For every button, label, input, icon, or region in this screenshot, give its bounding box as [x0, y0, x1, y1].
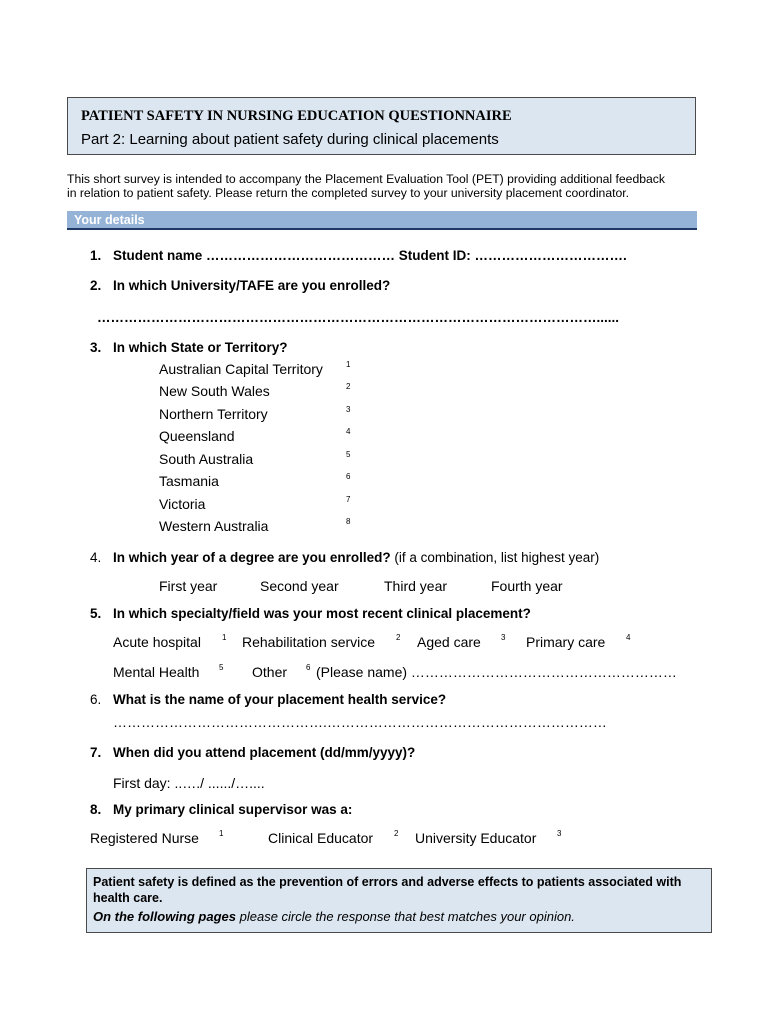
state-option-vic[interactable]: Victoria: [159, 496, 206, 512]
q4-label: In which year of a degree are you enrolled?: [113, 550, 391, 565]
q8-label: My primary clinical supervisor was a:: [113, 802, 353, 817]
q6-label: What is the name of your placement health service?: [113, 692, 447, 707]
instruction-lead: On the following pages: [93, 909, 236, 924]
q2-label: In which University/TAFE are you enrolled?: [113, 278, 391, 293]
q4-hint: (if a combination, list highest year): [394, 550, 600, 565]
field-option-acute[interactable]: Acute hospital: [113, 634, 201, 650]
field-code-3: 3: [501, 633, 506, 642]
year-option-first[interactable]: First year: [159, 578, 218, 594]
supervisor-option-ue[interactable]: University Educator: [415, 830, 537, 846]
field-code-2: 2: [396, 633, 401, 642]
q1-student-line[interactable]: Student name …………………………………… Student ID: …………………………….: [113, 248, 627, 263]
q6-number: 6.: [90, 692, 102, 707]
title-box: [67, 97, 696, 155]
q4-number: 4.: [90, 550, 102, 565]
patient-safety-definition: Patient safety is defined as the prevention of errors and adverse effects to patients associated with health care.: [93, 875, 682, 905]
state-code-1: 1: [346, 360, 351, 369]
state-option-tas[interactable]: Tasmania: [159, 473, 219, 489]
supervisor-option-ce[interactable]: Clinical Educator: [268, 830, 374, 846]
page-title: PATIENT SAFETY IN NURSING EDUCATION QUESTIONNAIRE: [81, 108, 512, 124]
state-option-sa[interactable]: South Australia: [159, 451, 254, 467]
q7-number: 7.: [90, 745, 102, 760]
field-option-rehab[interactable]: Rehabilitation service: [242, 634, 376, 650]
definition-box: [86, 868, 712, 933]
q5-number: 5.: [90, 606, 102, 621]
q3-number: 3.: [90, 340, 102, 355]
field-option-aged[interactable]: Aged care: [417, 634, 481, 650]
field-option-other[interactable]: Other: [252, 664, 288, 680]
field-code-6: 6: [306, 663, 311, 672]
instruction-line: [93, 909, 575, 924]
q4-question: [113, 550, 599, 565]
intro-line-1: This short survey is intended to accompany the Placement Evaluation Tool (PET) providing additional feedback: [67, 172, 665, 186]
state-option-wa[interactable]: Western Australia: [159, 518, 269, 534]
state-code-4: 4: [346, 427, 351, 436]
q2-answer-line[interactable]: …………………………………………………………………………………………………......: [97, 310, 620, 325]
supervisor-option-rn[interactable]: Registered Nurse: [90, 830, 199, 846]
supervisor-code-2: 2: [394, 829, 399, 838]
q3-label: In which State or Territory?: [113, 340, 288, 355]
state-code-3: 3: [346, 405, 351, 414]
q1-number: 1.: [90, 248, 102, 263]
supervisor-code-1: 1: [219, 829, 224, 838]
state-option-nt[interactable]: Northern Territory: [159, 406, 268, 422]
q7-label: When did you attend placement (dd/mm/yyyy)?: [113, 745, 416, 760]
section-header: [67, 211, 697, 230]
section-label: Your details: [74, 213, 145, 227]
state-option-act[interactable]: Australian Capital Territory: [159, 361, 323, 377]
field-code-1: 1: [222, 633, 227, 642]
state-option-nsw[interactable]: New South Wales: [159, 383, 270, 399]
q5-label: In which specialty/field was your most recent clinical placement?: [113, 606, 531, 621]
state-code-5: 5: [346, 450, 351, 459]
q6-answer-line[interactable]: ……………………………………….……………………………………………………: [113, 714, 607, 730]
instruction-text: please circle the response that best matches your opinion.: [236, 909, 575, 924]
field-option-mental[interactable]: Mental Health: [113, 664, 200, 680]
first-day-field[interactable]: First day: ..…./ ....../…....: [113, 775, 265, 791]
field-code-4: 4: [626, 633, 631, 642]
state-option-qld[interactable]: Queensland: [159, 428, 235, 444]
intro-text: [67, 172, 665, 200]
field-option-primary[interactable]: Primary care: [526, 634, 606, 650]
q8-number: 8.: [90, 802, 102, 817]
page-subtitle: Part 2: Learning about patient safety during clinical placements: [81, 131, 499, 148]
year-option-second[interactable]: Second year: [260, 578, 339, 594]
q2-number: 2.: [90, 278, 102, 293]
state-code-6: 6: [346, 472, 351, 481]
state-code-8: 8: [346, 517, 351, 526]
state-code-7: 7: [346, 495, 351, 504]
supervisor-code-3: 3: [557, 829, 562, 838]
state-code-2: 2: [346, 382, 351, 391]
year-option-fourth[interactable]: Fourth year: [491, 578, 563, 594]
intro-line-2: in relation to patient safety. Please return the completed survey to your university placement coordinator.: [67, 186, 630, 200]
year-option-third[interactable]: Third year: [384, 578, 448, 594]
field-other-name-line[interactable]: (Please name) …………………………………………………: [316, 664, 677, 680]
field-code-5: 5: [219, 663, 224, 672]
